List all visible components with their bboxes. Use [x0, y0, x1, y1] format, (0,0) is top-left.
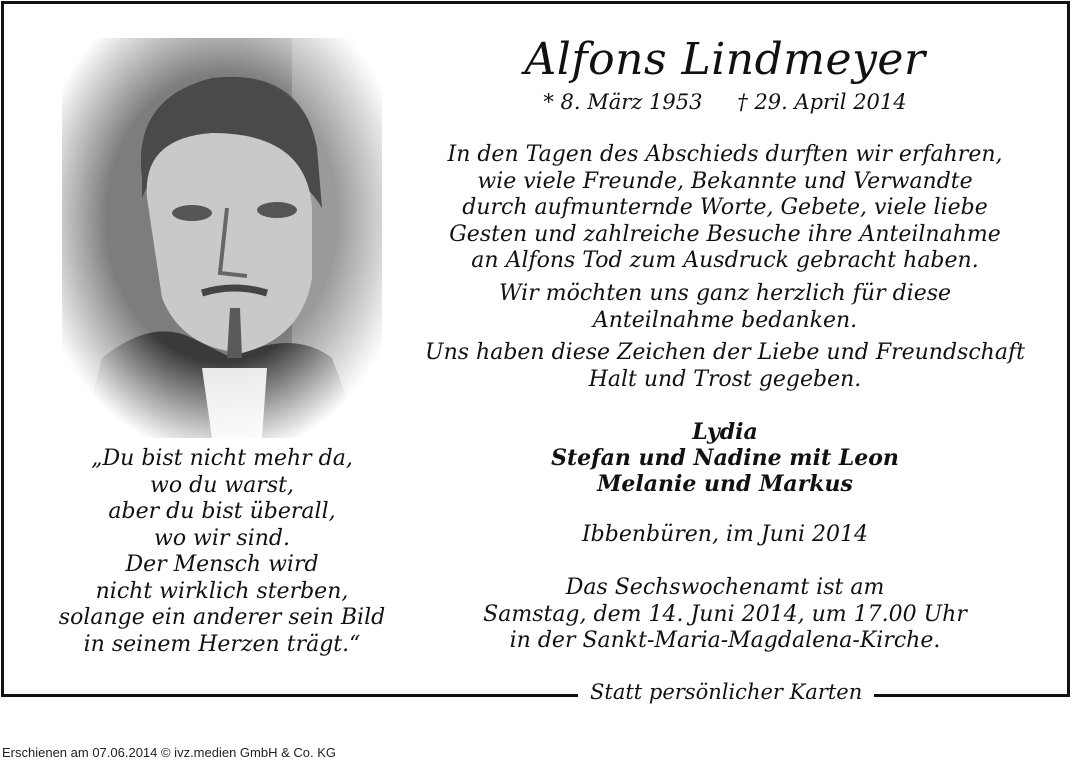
birth-date: * 8. März 1953: [543, 90, 703, 114]
text-line: Wir möchten uns ganz herzlich für diese: [498, 281, 952, 306]
no-cards-note: Statt persönlicher Karten: [578, 678, 874, 706]
text-line: in der Sankt-Maria-Magdalena-Kirche.: [509, 628, 941, 653]
family-member: Lydia: [692, 419, 758, 445]
text-line: Uns haben diese Zeichen der Liebe und Freundschaft: [425, 340, 1025, 365]
poem-line: aber du bist überall,: [108, 499, 336, 524]
poem-line: „Du bist nicht mehr da,: [91, 446, 353, 471]
death-date: † 29. April 2014: [737, 90, 907, 114]
poem-line: in seinem Herzen trägt.“: [83, 631, 361, 657]
text-line: Anteilnahme bedanken.: [592, 307, 858, 333]
memorial-mass-info: [425, 575, 1025, 655]
thanks-paragraph-2: [425, 281, 1025, 334]
text-line: Samstag, dem 14. Juni 2014, um 17.00 Uhr: [483, 601, 967, 627]
text-line: durch aufmunternde Worte, Gebete, viele liebe: [462, 195, 988, 220]
portrait-photo: [62, 38, 382, 438]
text-line: Das Sechswochenamt ist am: [565, 575, 885, 600]
poem-line: wo wir sind.: [153, 525, 291, 551]
text-line: Halt und Trost gegeben.: [588, 366, 862, 392]
poem-line: wo du warst,: [150, 472, 294, 498]
deceased-name: Alfons Lindmeyer: [524, 34, 926, 85]
poem: [42, 446, 402, 658]
family-names: [425, 419, 1025, 497]
text-line: an Alfons Tod zum Ausdruck gebracht haben.: [471, 248, 979, 273]
family-member: Melanie und Markus: [597, 471, 853, 497]
thanks-paragraph: [425, 142, 1025, 275]
poem-line: solange ein anderer sein Bild: [58, 605, 386, 630]
poem-line: nicht wirklich sterben,: [95, 578, 349, 604]
text-line: wie viele Freunde, Bekannte und Verwandte: [477, 168, 973, 194]
text-line: In den Tagen des Abschieds durften wir erfahren,: [447, 142, 1003, 167]
publisher-line: Erschienen am 07.06.2014 © ivz.medien GmbH & Co. KG: [2, 745, 337, 760]
poem-line: Der Mensch wird: [125, 552, 319, 577]
thanks-paragraph-3: [425, 340, 1025, 393]
life-dates: [425, 89, 1025, 115]
place-date: Ibbenbüren, im Juni 2014: [581, 522, 869, 547]
text-line: Gesten und zahlreiche Besuche ihre Anteilnahme: [449, 221, 1001, 247]
family-member: Stefan und Nadine mit Leon: [551, 445, 899, 471]
